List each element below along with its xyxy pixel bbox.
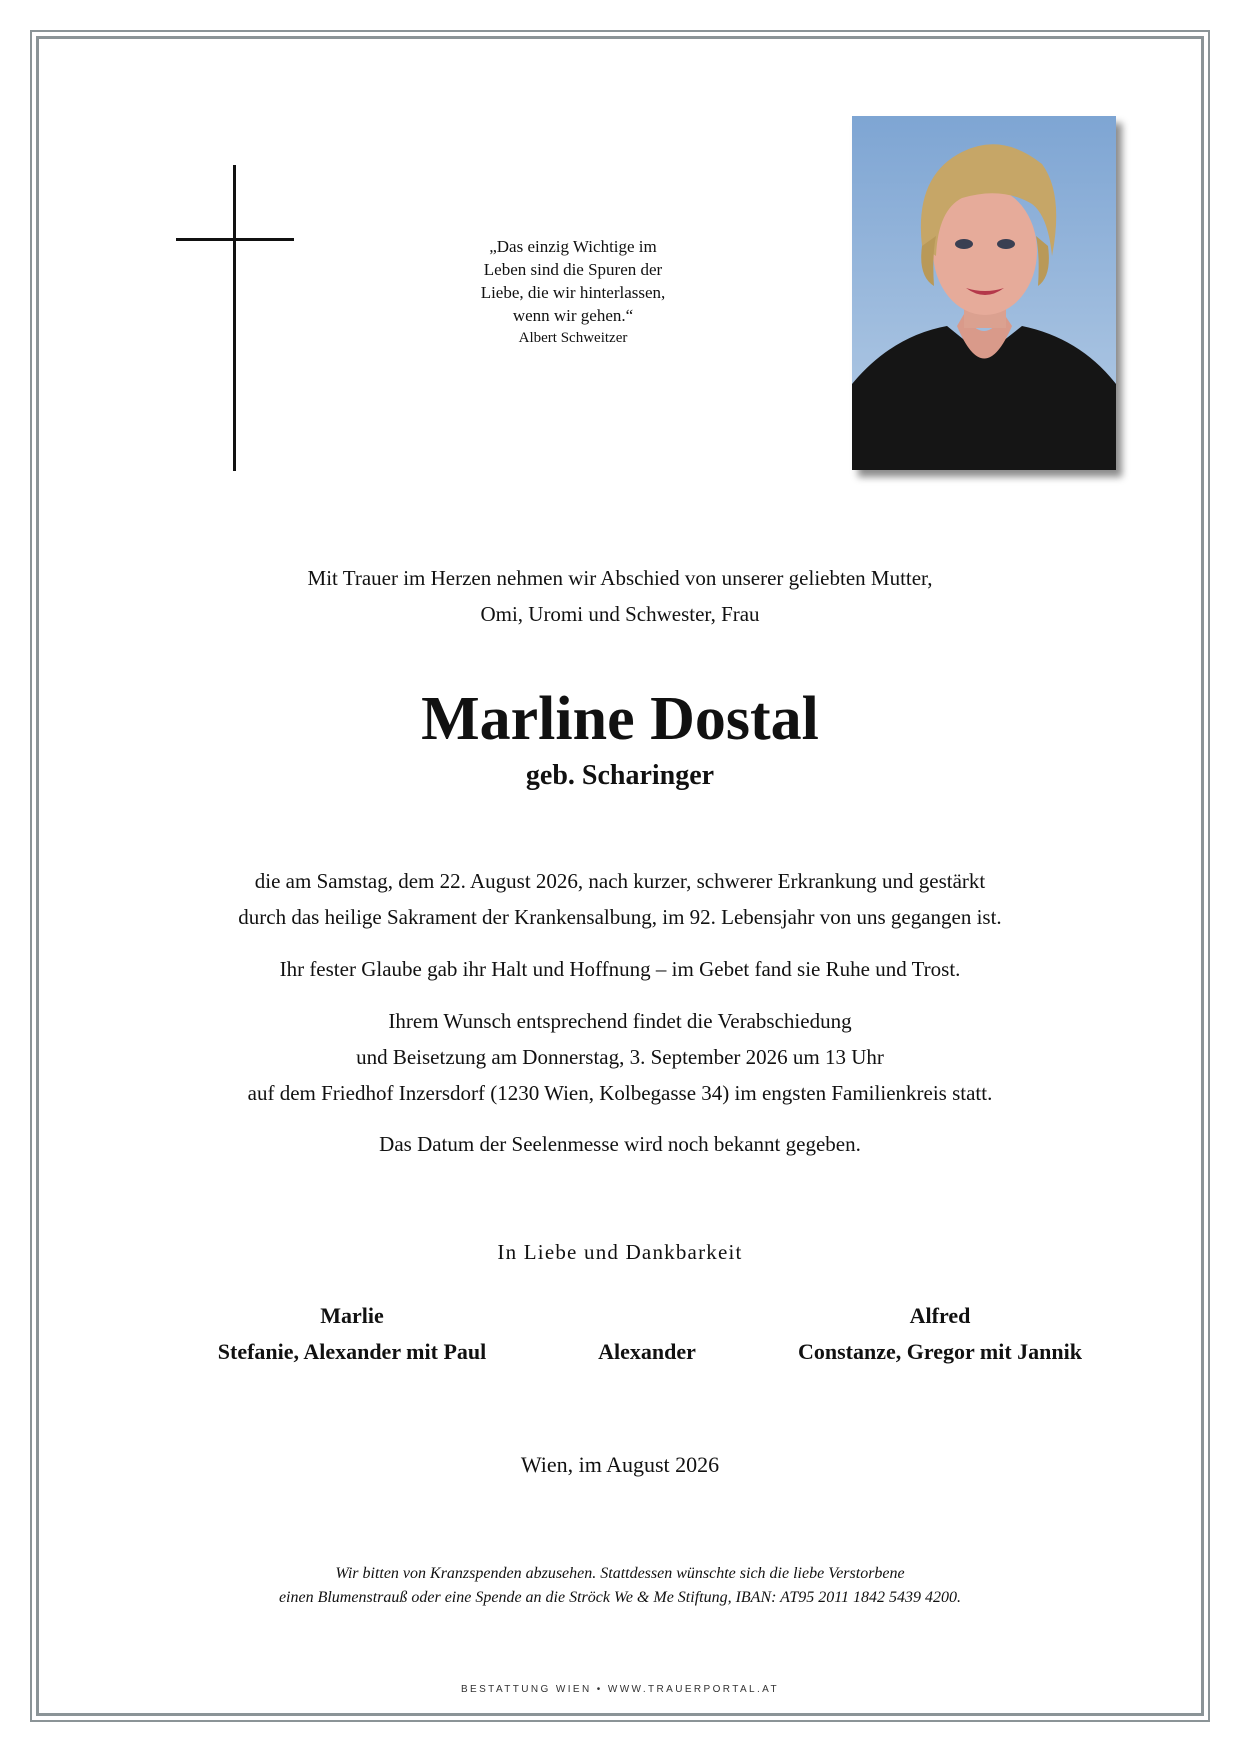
paragraph-line: und Beisetzung am Donnerstag, 3. September 2026 um 13 Uhr [356,1045,884,1069]
cross-vertical-bar [233,165,236,471]
quote-line: „Das einzig Wichtige im [489,237,657,256]
deceased-name: Marline Dostal [421,685,819,753]
donation-note [120,1562,1120,1610]
note-line: Wir bitten von Kranzspenden abzusehen. Stattdessen wünschte sich die liebe Verstorbene [335,1565,905,1582]
intro-line: Mit Trauer im Herzen nehmen wir Abschied von unserer geliebten Mutter, [307,566,933,590]
quote [430,235,716,350]
quote-line: Liebe, die wir hinterlassen, [480,283,666,302]
family-name: Constanze, Gregor mit Jannik [798,1339,1082,1364]
portrait-photo [852,116,1116,470]
paragraph-line: die am Samstag, dem 22. August 2026, nach kurzer, schwerer Erkrankung und gestärkt [254,869,986,893]
maiden-name: geb. Scharinger [525,760,715,791]
cross-horizontal-bar [176,238,294,241]
family-name: Alexander [598,1339,696,1364]
family-name: Marlie [320,1303,384,1328]
paragraph-line: durch das heilige Sakrament der Krankensalbung, im 92. Lebensjahr von uns gegangen ist. [238,905,1002,929]
paragraph-line: Ihrem Wunsch entsprechend findet die Verabschiedung [388,1009,852,1033]
closing-phrase: In Liebe und Dankbarkeit [497,1240,743,1264]
intro-text [120,560,1120,632]
quote-line: wenn wir gehen.“ [512,306,634,325]
footer-credit: BESTATTUNG WIEN • WWW.TRAUERPORTAL.AT [460,1684,780,1695]
quote-line: Leben sind die Spuren der [483,260,663,279]
family-right [740,1298,1140,1370]
paragraph-funeral-details [120,1003,1120,1111]
paragraph-memorial-mass: Das Datum der Seelenmesse wird noch bekannt gegeben. [379,1132,861,1156]
intro-line: Omi, Uromi und Schwester, Frau [480,602,760,626]
quote-author: Albert Schweitzer [518,330,628,346]
place-date: Wien, im August 2026 [520,1452,720,1477]
paragraph-death-notice [120,863,1120,935]
paragraph-line: auf dem Friedhof Inzersdorf (1230 Wien, Kolbegasse 34) im engsten Familienkreis statt. [247,1081,993,1105]
family-name: Stefanie, Alexander mit Paul [217,1339,487,1364]
note-line: einen Blumenstrauß oder eine Spende an die Ströck We & Me Stiftung, IBAN: AT95 2011 1842 5439 4200. [278,1589,962,1606]
paragraph-faith: Ihr fester Glaube gab ihr Halt und Hoffnung – im Gebet fand sie Ruhe und Trost. [279,957,961,981]
family-name: Alfred [909,1303,971,1328]
